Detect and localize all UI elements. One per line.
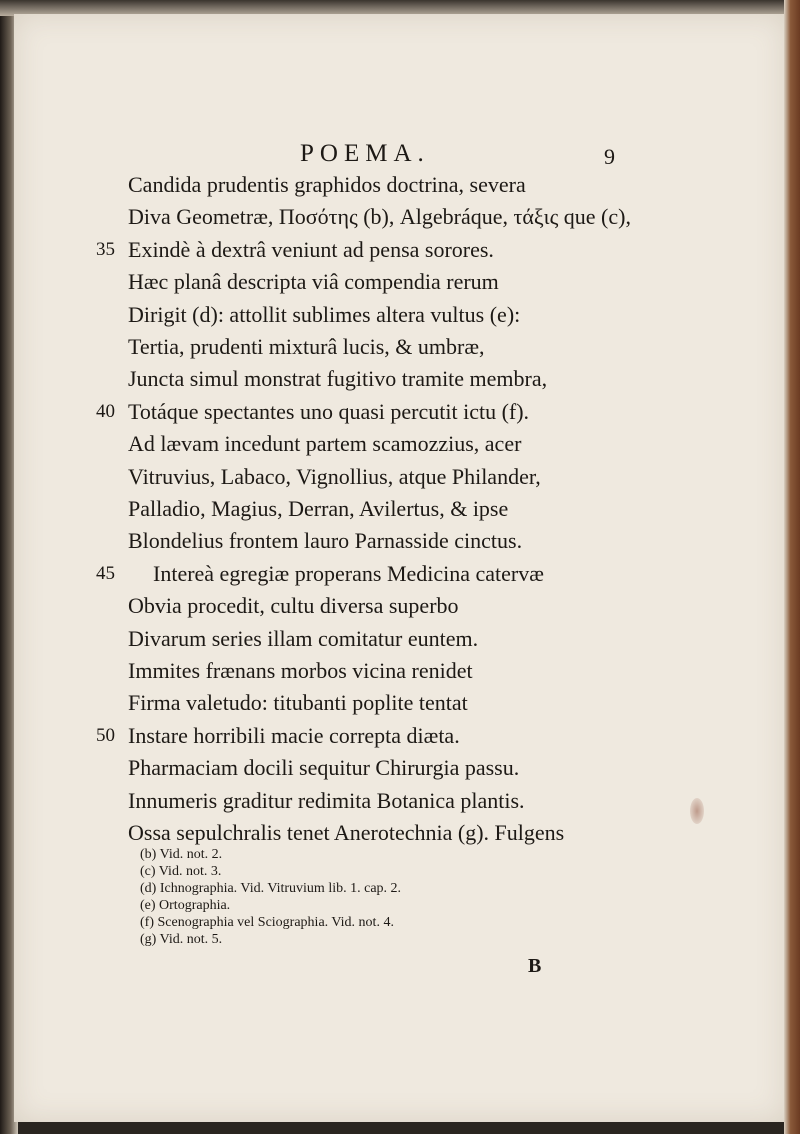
footnotes <box>140 846 700 948</box>
line-number: 35 <box>96 238 115 260</box>
verse-text: Ad lævam incedunt partem scamozzius, acer <box>128 431 522 457</box>
page-header <box>0 140 800 174</box>
verse-line <box>0 464 800 496</box>
line-number: 45 <box>96 562 115 584</box>
verse-line <box>0 528 800 560</box>
verse-line <box>0 302 800 334</box>
verse-line <box>0 658 800 690</box>
footnote: (b) Vid. not. 2. <box>140 847 223 862</box>
verse-text: Firma valetudo: titubanti poplite tentat <box>128 690 468 716</box>
verse-line <box>0 172 800 204</box>
verse-text: Pharmaciam docili sequitur Chirurgia passu. <box>128 755 520 781</box>
verse-text: Vitruvius, Labaco, Vignollius, atque Philander, <box>128 463 541 489</box>
verse-text: Juncta simul monstrat fugitivo tramite membra, <box>128 366 548 392</box>
verse-text: Diva Geometræ, Ποσότης (b), Algebráque, τάξις que (c), <box>128 204 631 230</box>
verse-text: Dirigit (d): attollit sublimes altera vultus (e): <box>128 301 521 327</box>
verse-line <box>0 593 800 625</box>
verse-line <box>0 561 800 593</box>
verse-line <box>0 237 800 269</box>
verse-text: Innumeris graditur redimita Botanica plantis. <box>128 787 525 813</box>
verse-text: Divarum series illam comitatur euntem. <box>128 625 479 651</box>
footnote: (d) Ichnographia. Vid. Vitruvium lib. 1. cap. 2. <box>140 881 402 896</box>
page-number: 9 <box>604 144 615 169</box>
footnote: (e) Ortographia. <box>140 898 231 913</box>
verse-text: Palladio, Magius, Derran, Avilertus, & ipse <box>128 496 509 521</box>
verse-line <box>0 334 800 366</box>
verse-text: Totáque spectantes uno quasi percutit ictu (f). <box>128 398 530 424</box>
verse-line <box>0 626 800 658</box>
verse-line <box>0 788 800 820</box>
verse-line <box>0 204 800 236</box>
verse-line <box>0 496 800 528</box>
line-number: 40 <box>96 400 115 422</box>
verse-line <box>0 399 800 431</box>
verse-line <box>0 269 800 301</box>
running-title: POEMA. <box>300 140 430 167</box>
verse-text: Candida prudentis graphidos doctrina, severa <box>128 172 526 197</box>
verse-text: Immites frænans morbos vicina renidet <box>128 658 473 683</box>
footnote: (f) Scenographia vel Sciographia. Vid. not. 4. <box>140 915 394 930</box>
signature-mark: B <box>528 955 542 977</box>
verse-text: Hæc planâ descripta viâ compendia rerum <box>128 269 499 295</box>
verse-line <box>0 431 800 463</box>
verse-text: Ossa sepulchralis tenet Anerotechnia (g). Fulgens <box>128 820 565 845</box>
line-number: 50 <box>96 724 115 746</box>
verse-text: Intereà egregiæ properans Medicina catervæ <box>153 560 544 586</box>
footnote: (g) Vid. not. 5. <box>140 932 223 947</box>
verse-text: Instare horribili macie correpta diæta. <box>128 722 460 748</box>
verse-line <box>0 723 800 755</box>
footnote: (c) Vid. not. 3. <box>140 864 222 879</box>
verse-text: Blondelius frontem lauro Parnasside cinctus. <box>128 528 523 554</box>
verse-line <box>0 366 800 398</box>
verse-text: Exindè à dextrâ veniunt ad pensa sorores. <box>128 236 494 262</box>
verse-line <box>0 690 800 722</box>
verse-text: Tertia, prudenti mixturâ lucis, & umbræ, <box>128 334 485 359</box>
verse-text: Obvia procedit, cultu diversa superbo <box>128 593 459 619</box>
verse-line <box>0 755 800 787</box>
